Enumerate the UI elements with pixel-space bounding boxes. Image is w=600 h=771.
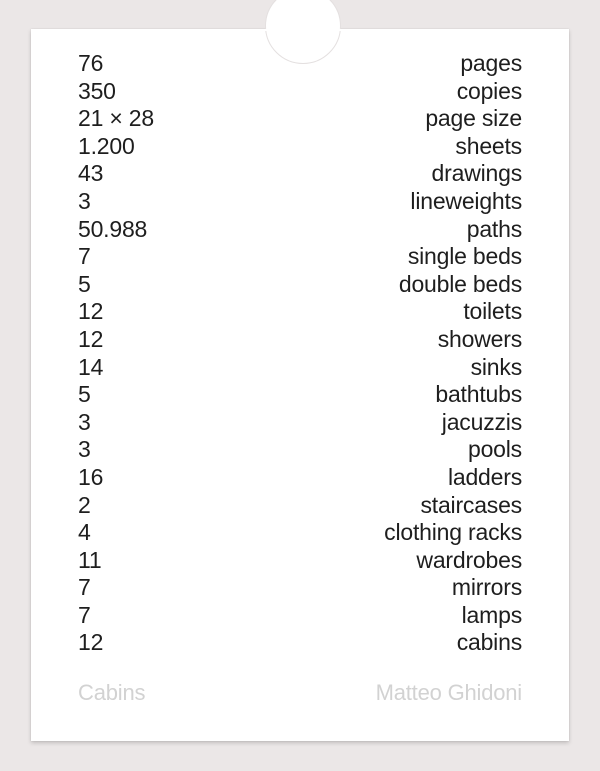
stat-row — [78, 160, 522, 188]
stat-value: 11 — [78, 546, 102, 573]
stat-label: paths — [466, 215, 522, 242]
stat-row — [78, 519, 522, 547]
stat-row — [78, 629, 522, 657]
stat-value: 7 — [78, 574, 91, 601]
book-title: Cabins — [78, 680, 146, 705]
stat-row — [78, 464, 522, 492]
stat-row — [78, 547, 522, 575]
stat-label: showers — [437, 325, 522, 352]
stat-value: 4 — [78, 519, 91, 546]
stat-label: lineweights — [410, 187, 522, 214]
stat-label: copies — [456, 77, 522, 104]
stats-list — [78, 50, 522, 657]
stat-row — [78, 78, 522, 106]
stat-value: 50.988 — [78, 215, 148, 242]
stat-value: 5 — [78, 270, 91, 297]
stat-label: drawings — [431, 160, 522, 187]
stat-label: mirrors — [451, 574, 522, 601]
stat-label: staircases — [420, 491, 522, 518]
stat-row — [78, 436, 522, 464]
stat-value: 5 — [78, 381, 91, 408]
stat-row — [78, 271, 522, 299]
stat-label: pages — [460, 50, 522, 76]
stat-label: pools — [468, 436, 522, 463]
card-notch-cover — [253, 29, 353, 31]
stat-value: 76 — [78, 50, 104, 76]
stat-row — [78, 105, 522, 133]
stat-row — [78, 602, 522, 630]
book-card — [31, 29, 569, 741]
stat-value: 350 — [78, 77, 116, 104]
stat-label: bathtubs — [435, 381, 522, 408]
stat-value: 2 — [78, 491, 91, 518]
stat-label: clothing racks — [384, 519, 522, 546]
stat-value: 43 — [78, 160, 104, 187]
stat-value: 12 — [78, 298, 104, 325]
stat-row — [78, 326, 522, 354]
stat-value: 3 — [78, 408, 91, 435]
stat-value: 1.200 — [78, 132, 135, 159]
stat-label: ladders — [447, 463, 522, 490]
stat-row — [78, 298, 522, 326]
stat-label: cabins — [456, 629, 522, 656]
stat-row — [78, 216, 522, 244]
stat-label: toilets — [463, 298, 522, 325]
stat-row — [78, 381, 522, 409]
stat-value: 3 — [78, 436, 91, 463]
stat-label: wardrobes — [416, 546, 522, 573]
stat-row — [78, 574, 522, 602]
book-author: Matteo Ghidoni — [375, 680, 522, 705]
stat-row — [78, 354, 522, 382]
stat-label: page size — [425, 105, 522, 132]
stat-value: 12 — [78, 325, 104, 352]
stat-value: 7 — [78, 601, 91, 628]
stat-row — [78, 188, 522, 216]
stat-value: 16 — [78, 463, 104, 490]
stat-row — [78, 243, 522, 271]
stat-value: 12 — [78, 629, 104, 656]
stat-label: jacuzzis — [441, 408, 522, 435]
stat-label: sheets — [455, 132, 522, 159]
stat-label: sinks — [470, 353, 522, 380]
stat-value: 3 — [78, 187, 91, 214]
stat-value: 14 — [78, 353, 104, 380]
stat-value: 21 × 28 — [78, 105, 154, 132]
stat-label: double beds — [398, 270, 522, 297]
stat-row — [78, 492, 522, 520]
stat-label: single beds — [407, 243, 522, 270]
stat-row — [78, 409, 522, 437]
stat-label: lamps — [461, 601, 522, 628]
stat-value: 7 — [78, 243, 91, 270]
stat-row — [78, 50, 522, 78]
stat-row — [78, 133, 522, 161]
